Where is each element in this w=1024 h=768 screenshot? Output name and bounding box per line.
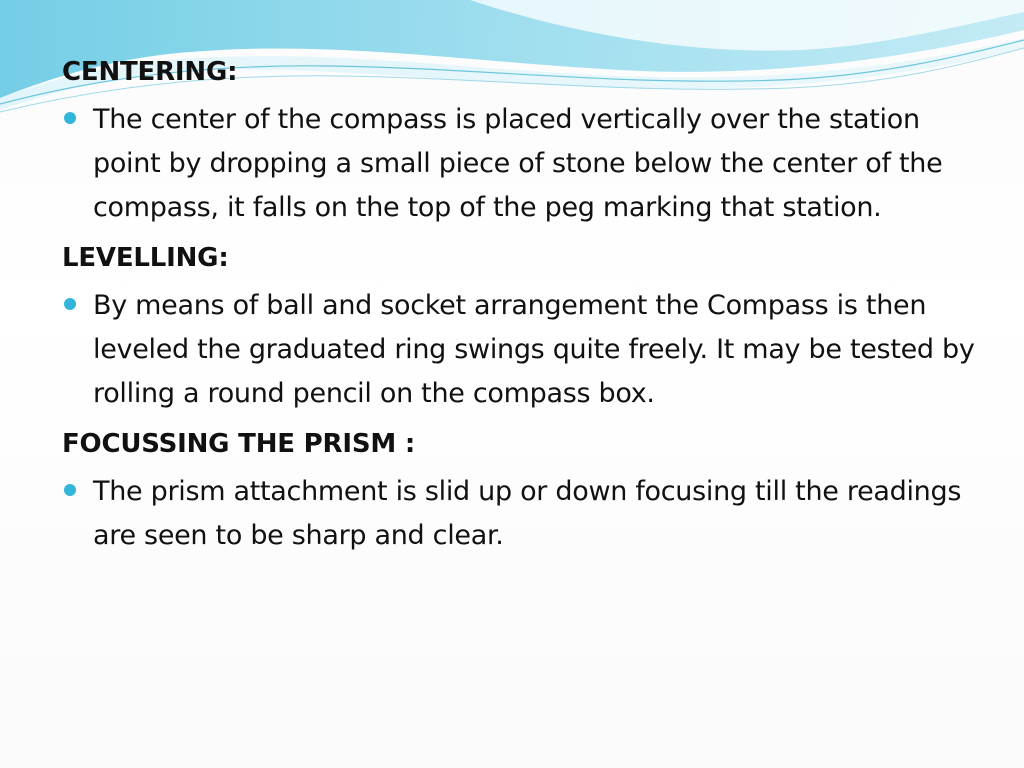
bullet-text: The center of the compass is placed vertically over the station point by dropping a small piece of stone below the center of the compass, it falls on the top of the peg marking that station. <box>93 104 943 223</box>
bullet-dot-icon <box>64 298 76 310</box>
section-heading-levelling: LEVELLING: <box>62 243 229 273</box>
bullet-item-focussing <box>62 470 982 558</box>
bullet-text: By means of ball and socket arrangement the Compass is then leveled the graduated ring swings quite freely. It may be tested by rolling a round pencil on the compass box. <box>93 290 975 409</box>
bullet-dot-icon <box>64 484 76 496</box>
bullet-text: The prism attachment is slid up or down focusing till the readings are seen to be sharp and clear. <box>93 476 962 551</box>
bullet-item-centering <box>62 98 982 230</box>
bullet-item-levelling <box>62 284 982 416</box>
slide-content <box>62 52 982 566</box>
section-heading-focussing: FOCUSSING THE PRISM : <box>62 429 416 459</box>
bullet-dot-icon <box>64 112 76 124</box>
section-heading-centering: CENTERING: <box>62 57 238 87</box>
